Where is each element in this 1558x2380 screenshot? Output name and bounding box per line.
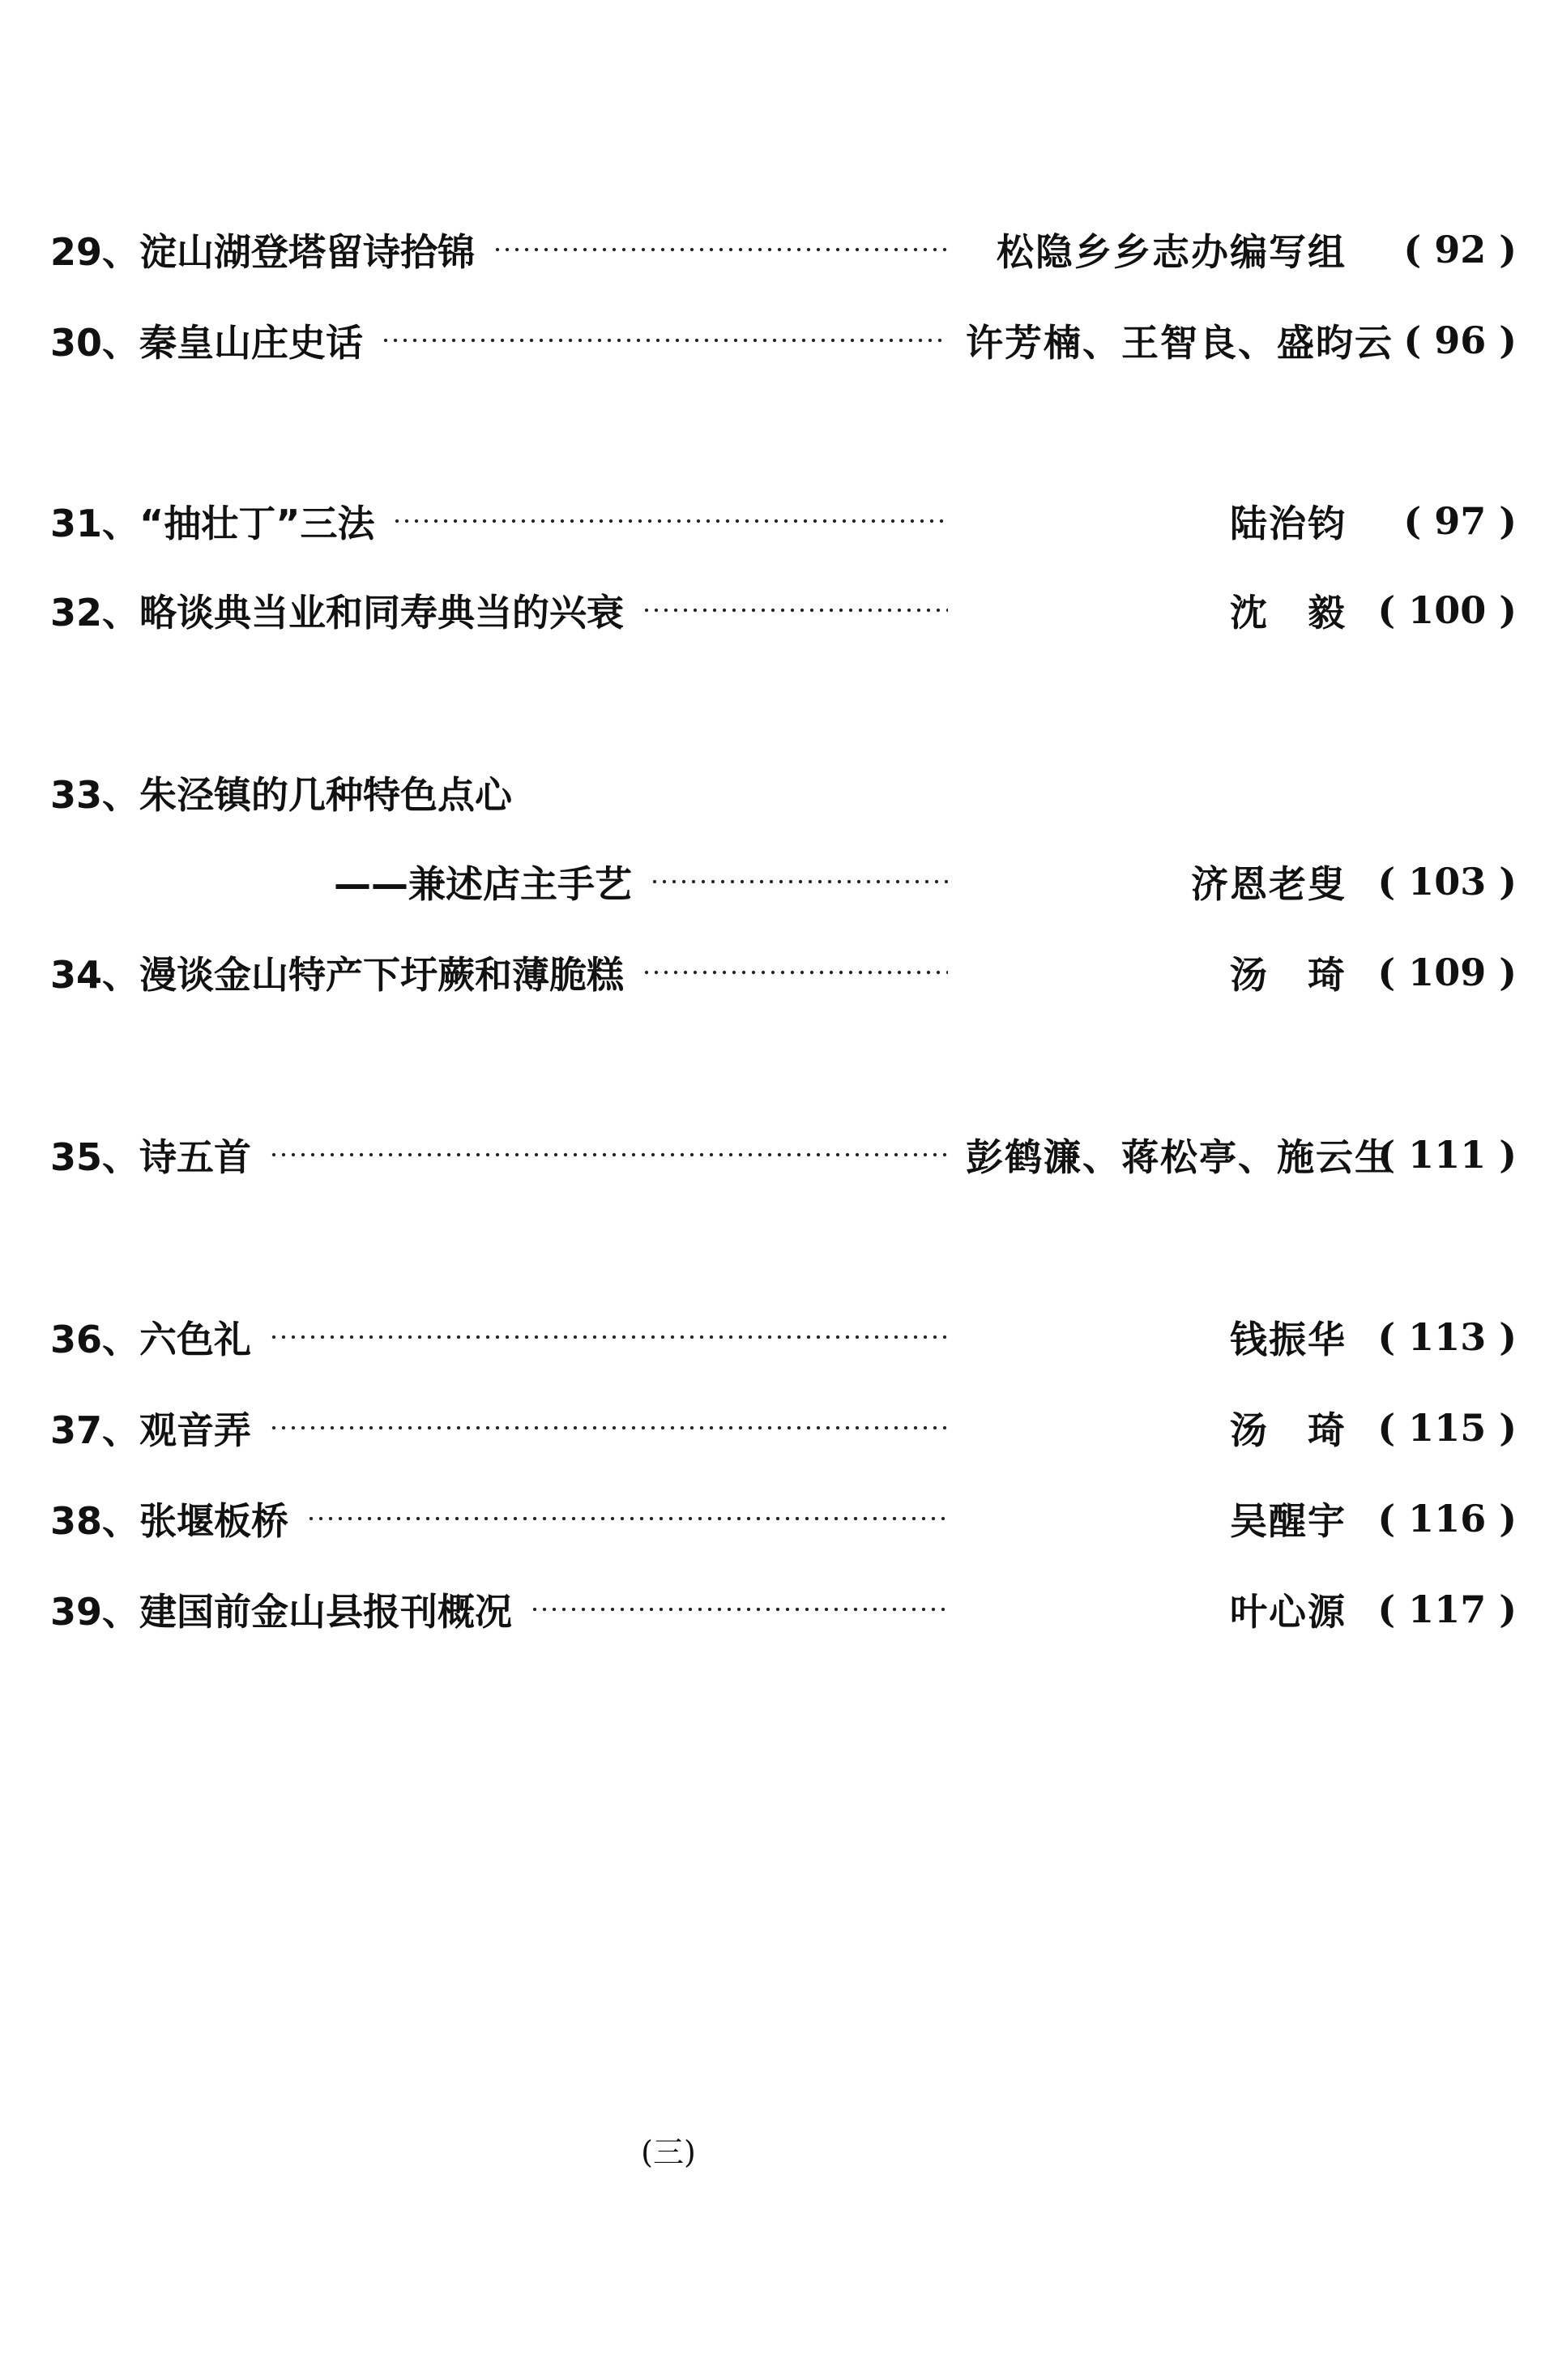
entry-page: ( 109 ) <box>1377 951 1517 994</box>
entry-author: 彭鹤濂、蒋松亭、施云生 <box>966 1135 1394 1179</box>
toc-entry-31 <box>50 489 1517 553</box>
entry-author: 许芳楠、王智良、盛昀云 <box>966 321 1394 365</box>
entry-title: 35、诗五首 <box>50 1135 252 1179</box>
leader-dots <box>381 338 948 343</box>
entry-author: 陆治钧 <box>1230 502 1347 545</box>
toc-entry-36 <box>50 1305 1517 1369</box>
leader-dots <box>269 1335 948 1340</box>
entry-title: 32、略谈典当业和同寿典当的兴衰 <box>50 591 625 635</box>
entry-title: 30、秦皇山庄史话 <box>50 321 364 365</box>
entry-title: 37、观音弄 <box>50 1408 252 1452</box>
entry-page: ( 116 ) <box>1377 1497 1517 1540</box>
leader-dots <box>493 247 948 252</box>
toc-entry-33-subline <box>50 849 1517 914</box>
leader-dots <box>642 608 948 613</box>
entry-page: ( 96 ) <box>1403 318 1517 362</box>
toc-entry-37 <box>50 1395 1517 1460</box>
entry-author: 松隐乡乡志办编写组 <box>997 230 1347 274</box>
leader-dots <box>642 970 948 975</box>
leader-dots <box>306 1516 948 1521</box>
entry-page: ( 92 ) <box>1403 228 1517 271</box>
entry-title: 39、建国前金山县报刊概况 <box>50 1590 513 1634</box>
toc-entry-33-title: 33、朱泾镇的几种特色点心 <box>50 773 513 817</box>
toc-entry-32 <box>50 578 1517 643</box>
entry-title: 38、张堰板桥 <box>50 1499 289 1543</box>
entry-page: ( 113 ) <box>1377 1315 1517 1359</box>
entry-author: 济恩老叟 <box>1191 862 1347 906</box>
leader-dots <box>392 519 948 523</box>
entry-page: ( 100 ) <box>1377 588 1517 632</box>
entry-page: ( 103 ) <box>1377 860 1517 904</box>
leader-dots <box>269 1152 948 1157</box>
entry-title: 29、淀山湖登塔留诗拾锦 <box>50 230 476 274</box>
entry-page: ( 97 ) <box>1403 499 1517 543</box>
entry-author: 汤 琦 <box>1230 1408 1347 1452</box>
page-number: (三) <box>641 2134 696 2170</box>
leader-dots <box>269 1425 948 1430</box>
leader-dots <box>530 1607 948 1612</box>
entry-page: ( 115 ) <box>1377 1406 1517 1450</box>
toc-entry-29 <box>50 217 1517 282</box>
entry-author: 钱振华 <box>1230 1318 1347 1361</box>
toc-entry-30 <box>50 308 1517 373</box>
entry-author: 汤 琦 <box>1230 953 1347 997</box>
entry-author: 叶心源 <box>1230 1590 1347 1634</box>
entry-title: 34、漫谈金山特产下圩蕨和薄脆糕 <box>50 953 625 997</box>
toc-entry-35 <box>50 1122 1517 1187</box>
entry-page: ( 111 ) <box>1377 1133 1517 1177</box>
leader-dots <box>650 879 948 884</box>
toc-entry-38 <box>50 1486 1517 1551</box>
entry-title: 31、“抽壮丁”三法 <box>50 502 375 545</box>
entry-author: 吴醒宇 <box>1230 1499 1347 1543</box>
entry-page: ( 117 ) <box>1377 1587 1517 1631</box>
entry-subtitle: ——兼述店主手艺 <box>334 862 632 906</box>
entry-author: 沈 毅 <box>1230 591 1347 635</box>
entry-title: 36、六色礼 <box>50 1318 252 1361</box>
toc-entry-34 <box>50 940 1517 1005</box>
toc-entry-39 <box>50 1577 1517 1642</box>
